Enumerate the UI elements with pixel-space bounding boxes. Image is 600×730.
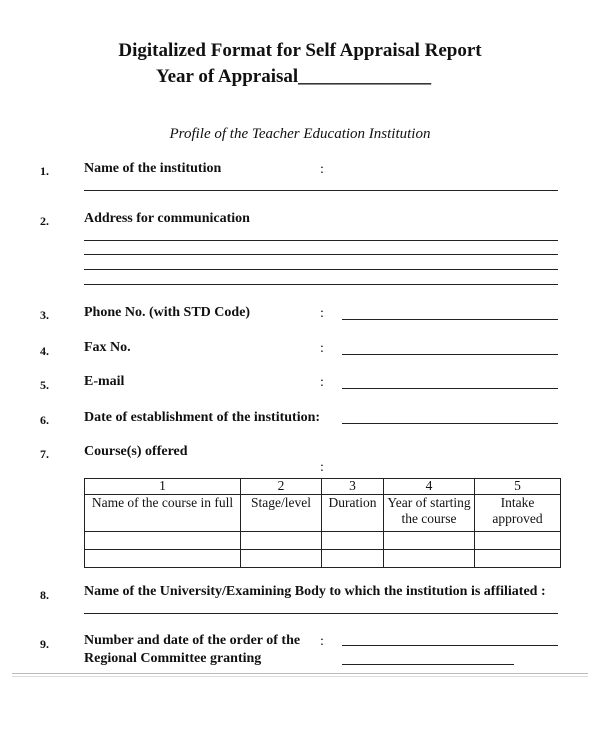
label-address: Address for communication bbox=[84, 211, 250, 226]
page-divider bbox=[12, 673, 588, 674]
item-number-3: 3. bbox=[40, 308, 49, 322]
label-phone: Phone No. (with STD Code) bbox=[84, 305, 251, 320]
colon-3: : bbox=[320, 306, 324, 321]
courses-table bbox=[84, 478, 561, 568]
column-number: 1 bbox=[85, 479, 241, 495]
label-affiliating-university: Name of the University/Examining Body to which the institution is affiliated : bbox=[84, 584, 546, 599]
order-date-field[interactable] bbox=[342, 664, 514, 665]
label-email: E-mail bbox=[84, 374, 125, 389]
colon-1: : bbox=[320, 162, 324, 177]
order-number-field[interactable] bbox=[342, 645, 558, 646]
email-field[interactable] bbox=[342, 388, 558, 389]
table-row bbox=[85, 550, 561, 568]
phone-field[interactable] bbox=[342, 319, 558, 320]
label-establishment-date: Date of establishment of the institution: bbox=[84, 410, 321, 425]
address-field-line-2[interactable] bbox=[84, 254, 558, 255]
table-row bbox=[85, 532, 561, 550]
column-number: 3 bbox=[322, 479, 384, 495]
table-cell[interactable] bbox=[475, 550, 561, 568]
table-cell[interactable] bbox=[384, 532, 475, 550]
colon-5: : bbox=[320, 375, 324, 390]
colon-7: : bbox=[320, 460, 324, 475]
institution-name-field[interactable] bbox=[84, 190, 558, 191]
document-title: Digitalized Format for Self Appraisal Report bbox=[118, 40, 482, 61]
item-number-8: 8. bbox=[40, 588, 49, 602]
item-number-4: 4. bbox=[40, 344, 49, 358]
table-cell[interactable] bbox=[322, 532, 384, 550]
fax-field[interactable] bbox=[342, 354, 558, 355]
table-cell[interactable] bbox=[384, 550, 475, 568]
table-cell[interactable] bbox=[85, 532, 241, 550]
item-number-2: 2. bbox=[40, 214, 49, 228]
address-field-line-1[interactable] bbox=[84, 240, 558, 241]
label-courses-offered: Course(s) offered bbox=[84, 444, 188, 459]
table-cell[interactable] bbox=[475, 532, 561, 550]
item-number-9: 9. bbox=[40, 637, 49, 651]
item-number-1: 1. bbox=[40, 164, 49, 178]
label-fax: Fax No. bbox=[84, 340, 131, 355]
colon-9: : bbox=[320, 634, 324, 649]
section-subtitle: Profile of the Teacher Education Institution bbox=[169, 126, 431, 142]
label-regional-committee-granting: Regional Committee granting bbox=[84, 651, 262, 666]
address-field-line-4[interactable] bbox=[84, 284, 558, 285]
establishment-date-field[interactable] bbox=[342, 423, 558, 424]
page-divider bbox=[12, 676, 588, 677]
header-intake-approved: Intake approved bbox=[475, 495, 561, 532]
item-number-6: 6. bbox=[40, 413, 49, 427]
item-number-7: 7. bbox=[40, 447, 49, 461]
item-number-5: 5. bbox=[40, 378, 49, 392]
table-cell[interactable] bbox=[241, 550, 322, 568]
header-duration: Duration bbox=[322, 495, 384, 532]
header-course-name: Name of the course in full bbox=[85, 495, 241, 532]
table-header-row bbox=[85, 495, 561, 532]
column-number: 2 bbox=[241, 479, 322, 495]
table-cell[interactable] bbox=[85, 550, 241, 568]
table-cell[interactable] bbox=[241, 532, 322, 550]
address-field-line-3[interactable] bbox=[84, 269, 558, 270]
column-number: 4 bbox=[384, 479, 475, 495]
header-stage-level: Stage/level bbox=[241, 495, 322, 532]
table-cell[interactable] bbox=[322, 550, 384, 568]
affiliating-university-field[interactable] bbox=[84, 613, 558, 614]
year-of-appraisal: Year of Appraisal______________ bbox=[156, 66, 432, 87]
header-year-of-starting: Year of starting the course bbox=[384, 495, 475, 532]
colon-4: : bbox=[320, 341, 324, 356]
column-number: 5 bbox=[475, 479, 561, 495]
label-institution-name: Name of the institution bbox=[84, 161, 222, 176]
table-number-row bbox=[85, 479, 561, 495]
label-regional-committee-order: Number and date of the order of the bbox=[84, 633, 301, 648]
